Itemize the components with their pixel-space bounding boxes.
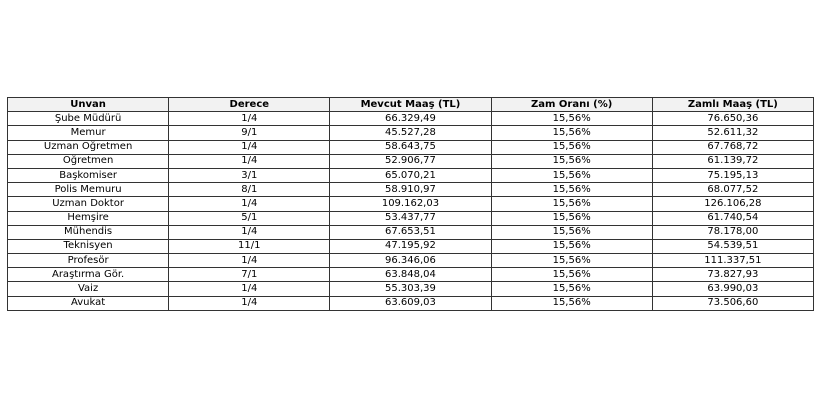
- cell-zam-orani: 15,56%: [491, 211, 652, 225]
- cell-unvan: Şube Müdürü: [8, 112, 169, 126]
- table-row: [8, 140, 814, 154]
- cell-mevcut-maas: 66.329,49: [330, 112, 491, 126]
- cell-zam-orani: 15,56%: [491, 168, 652, 182]
- cell-zamli-maas: 76.650,36: [652, 112, 813, 126]
- cell-zamli-maas: 67.768,72: [652, 140, 813, 154]
- cell-derece: 1/4: [169, 140, 330, 154]
- salary-table-container: [7, 97, 814, 311]
- cell-zam-orani: 15,56%: [491, 225, 652, 239]
- cell-mevcut-maas: 109.162,03: [330, 197, 491, 211]
- cell-zam-orani: 15,56%: [491, 254, 652, 268]
- table-header: [8, 98, 814, 112]
- cell-zamli-maas: 63.990,03: [652, 282, 813, 296]
- cell-derece: 7/1: [169, 268, 330, 282]
- header-row: [8, 98, 814, 112]
- table-row: [8, 296, 814, 310]
- table-row: [8, 239, 814, 253]
- cell-mevcut-maas: 65.070,21: [330, 168, 491, 182]
- cell-zamli-maas: 54.539,51: [652, 239, 813, 253]
- table-row: [8, 211, 814, 225]
- cell-mevcut-maas: 58.910,97: [330, 183, 491, 197]
- table-row: [8, 268, 814, 282]
- cell-mevcut-maas: 96.346,06: [330, 254, 491, 268]
- cell-derece: 8/1: [169, 183, 330, 197]
- cell-zamli-maas: 61.740,54: [652, 211, 813, 225]
- cell-zam-orani: 15,56%: [491, 239, 652, 253]
- table-row: [8, 112, 814, 126]
- cell-mevcut-maas: 52.906,77: [330, 154, 491, 168]
- table-row: [8, 225, 814, 239]
- cell-zam-orani: 15,56%: [491, 154, 652, 168]
- cell-derece: 3/1: [169, 168, 330, 182]
- cell-mevcut-maas: 53.437,77: [330, 211, 491, 225]
- cell-zamli-maas: 78.178,00: [652, 225, 813, 239]
- cell-unvan: Memur: [8, 126, 169, 140]
- cell-zamli-maas: 68.077,52: [652, 183, 813, 197]
- cell-unvan: Araştırma Gör.: [8, 268, 169, 282]
- cell-unvan: Mühendis: [8, 225, 169, 239]
- cell-derece: 1/4: [169, 254, 330, 268]
- table-row: [8, 197, 814, 211]
- table-row: [8, 154, 814, 168]
- cell-derece: 1/4: [169, 282, 330, 296]
- cell-mevcut-maas: 55.303,39: [330, 282, 491, 296]
- cell-unvan: Avukat: [8, 296, 169, 310]
- cell-unvan: Hemşire: [8, 211, 169, 225]
- header-zamli-maas: Zamlı Maaş (TL): [652, 98, 813, 112]
- cell-zam-orani: 15,56%: [491, 282, 652, 296]
- cell-zam-orani: 15,56%: [491, 140, 652, 154]
- table-body: [8, 112, 814, 311]
- cell-zam-orani: 15,56%: [491, 197, 652, 211]
- cell-mevcut-maas: 67.653,51: [330, 225, 491, 239]
- cell-zam-orani: 15,56%: [491, 296, 652, 310]
- cell-unvan: Vaiz: [8, 282, 169, 296]
- cell-mevcut-maas: 63.848,04: [330, 268, 491, 282]
- cell-zamli-maas: 73.827,93: [652, 268, 813, 282]
- cell-zam-orani: 15,56%: [491, 183, 652, 197]
- cell-zamli-maas: 111.337,51: [652, 254, 813, 268]
- cell-unvan: Teknisyen: [8, 239, 169, 253]
- cell-unvan: Profesör: [8, 254, 169, 268]
- cell-mevcut-maas: 63.609,03: [330, 296, 491, 310]
- cell-unvan: Başkomiser: [8, 168, 169, 182]
- cell-mevcut-maas: 47.195,92: [330, 239, 491, 253]
- header-mevcut-maas: Mevcut Maaş (TL): [330, 98, 491, 112]
- table-row: [8, 183, 814, 197]
- cell-unvan: Uzman Doktor: [8, 197, 169, 211]
- header-unvan: Unvan: [8, 98, 169, 112]
- cell-derece: 1/4: [169, 154, 330, 168]
- table-row: [8, 168, 814, 182]
- cell-unvan: Polis Memuru: [8, 183, 169, 197]
- cell-derece: 1/4: [169, 112, 330, 126]
- table-row: [8, 254, 814, 268]
- cell-derece: 9/1: [169, 126, 330, 140]
- cell-zamli-maas: 75.195,13: [652, 168, 813, 182]
- salary-table: [7, 97, 814, 311]
- cell-derece: 1/4: [169, 197, 330, 211]
- cell-derece: 1/4: [169, 296, 330, 310]
- cell-zam-orani: 15,56%: [491, 112, 652, 126]
- header-zam-orani: Zam Oranı (%): [491, 98, 652, 112]
- cell-mevcut-maas: 58.643,75: [330, 140, 491, 154]
- cell-derece: 5/1: [169, 211, 330, 225]
- cell-zamli-maas: 126.106,28: [652, 197, 813, 211]
- cell-zamli-maas: 52.611,32: [652, 126, 813, 140]
- table-row: [8, 282, 814, 296]
- table-row: [8, 126, 814, 140]
- cell-derece: 1/4: [169, 225, 330, 239]
- cell-zamli-maas: 73.506,60: [652, 296, 813, 310]
- cell-derece: 11/1: [169, 239, 330, 253]
- cell-unvan: Uzman Öğretmen: [8, 140, 169, 154]
- cell-zam-orani: 15,56%: [491, 126, 652, 140]
- cell-unvan: Öğretmen: [8, 154, 169, 168]
- cell-mevcut-maas: 45.527,28: [330, 126, 491, 140]
- header-derece: Derece: [169, 98, 330, 112]
- cell-zamli-maas: 61.139,72: [652, 154, 813, 168]
- cell-zam-orani: 15,56%: [491, 268, 652, 282]
